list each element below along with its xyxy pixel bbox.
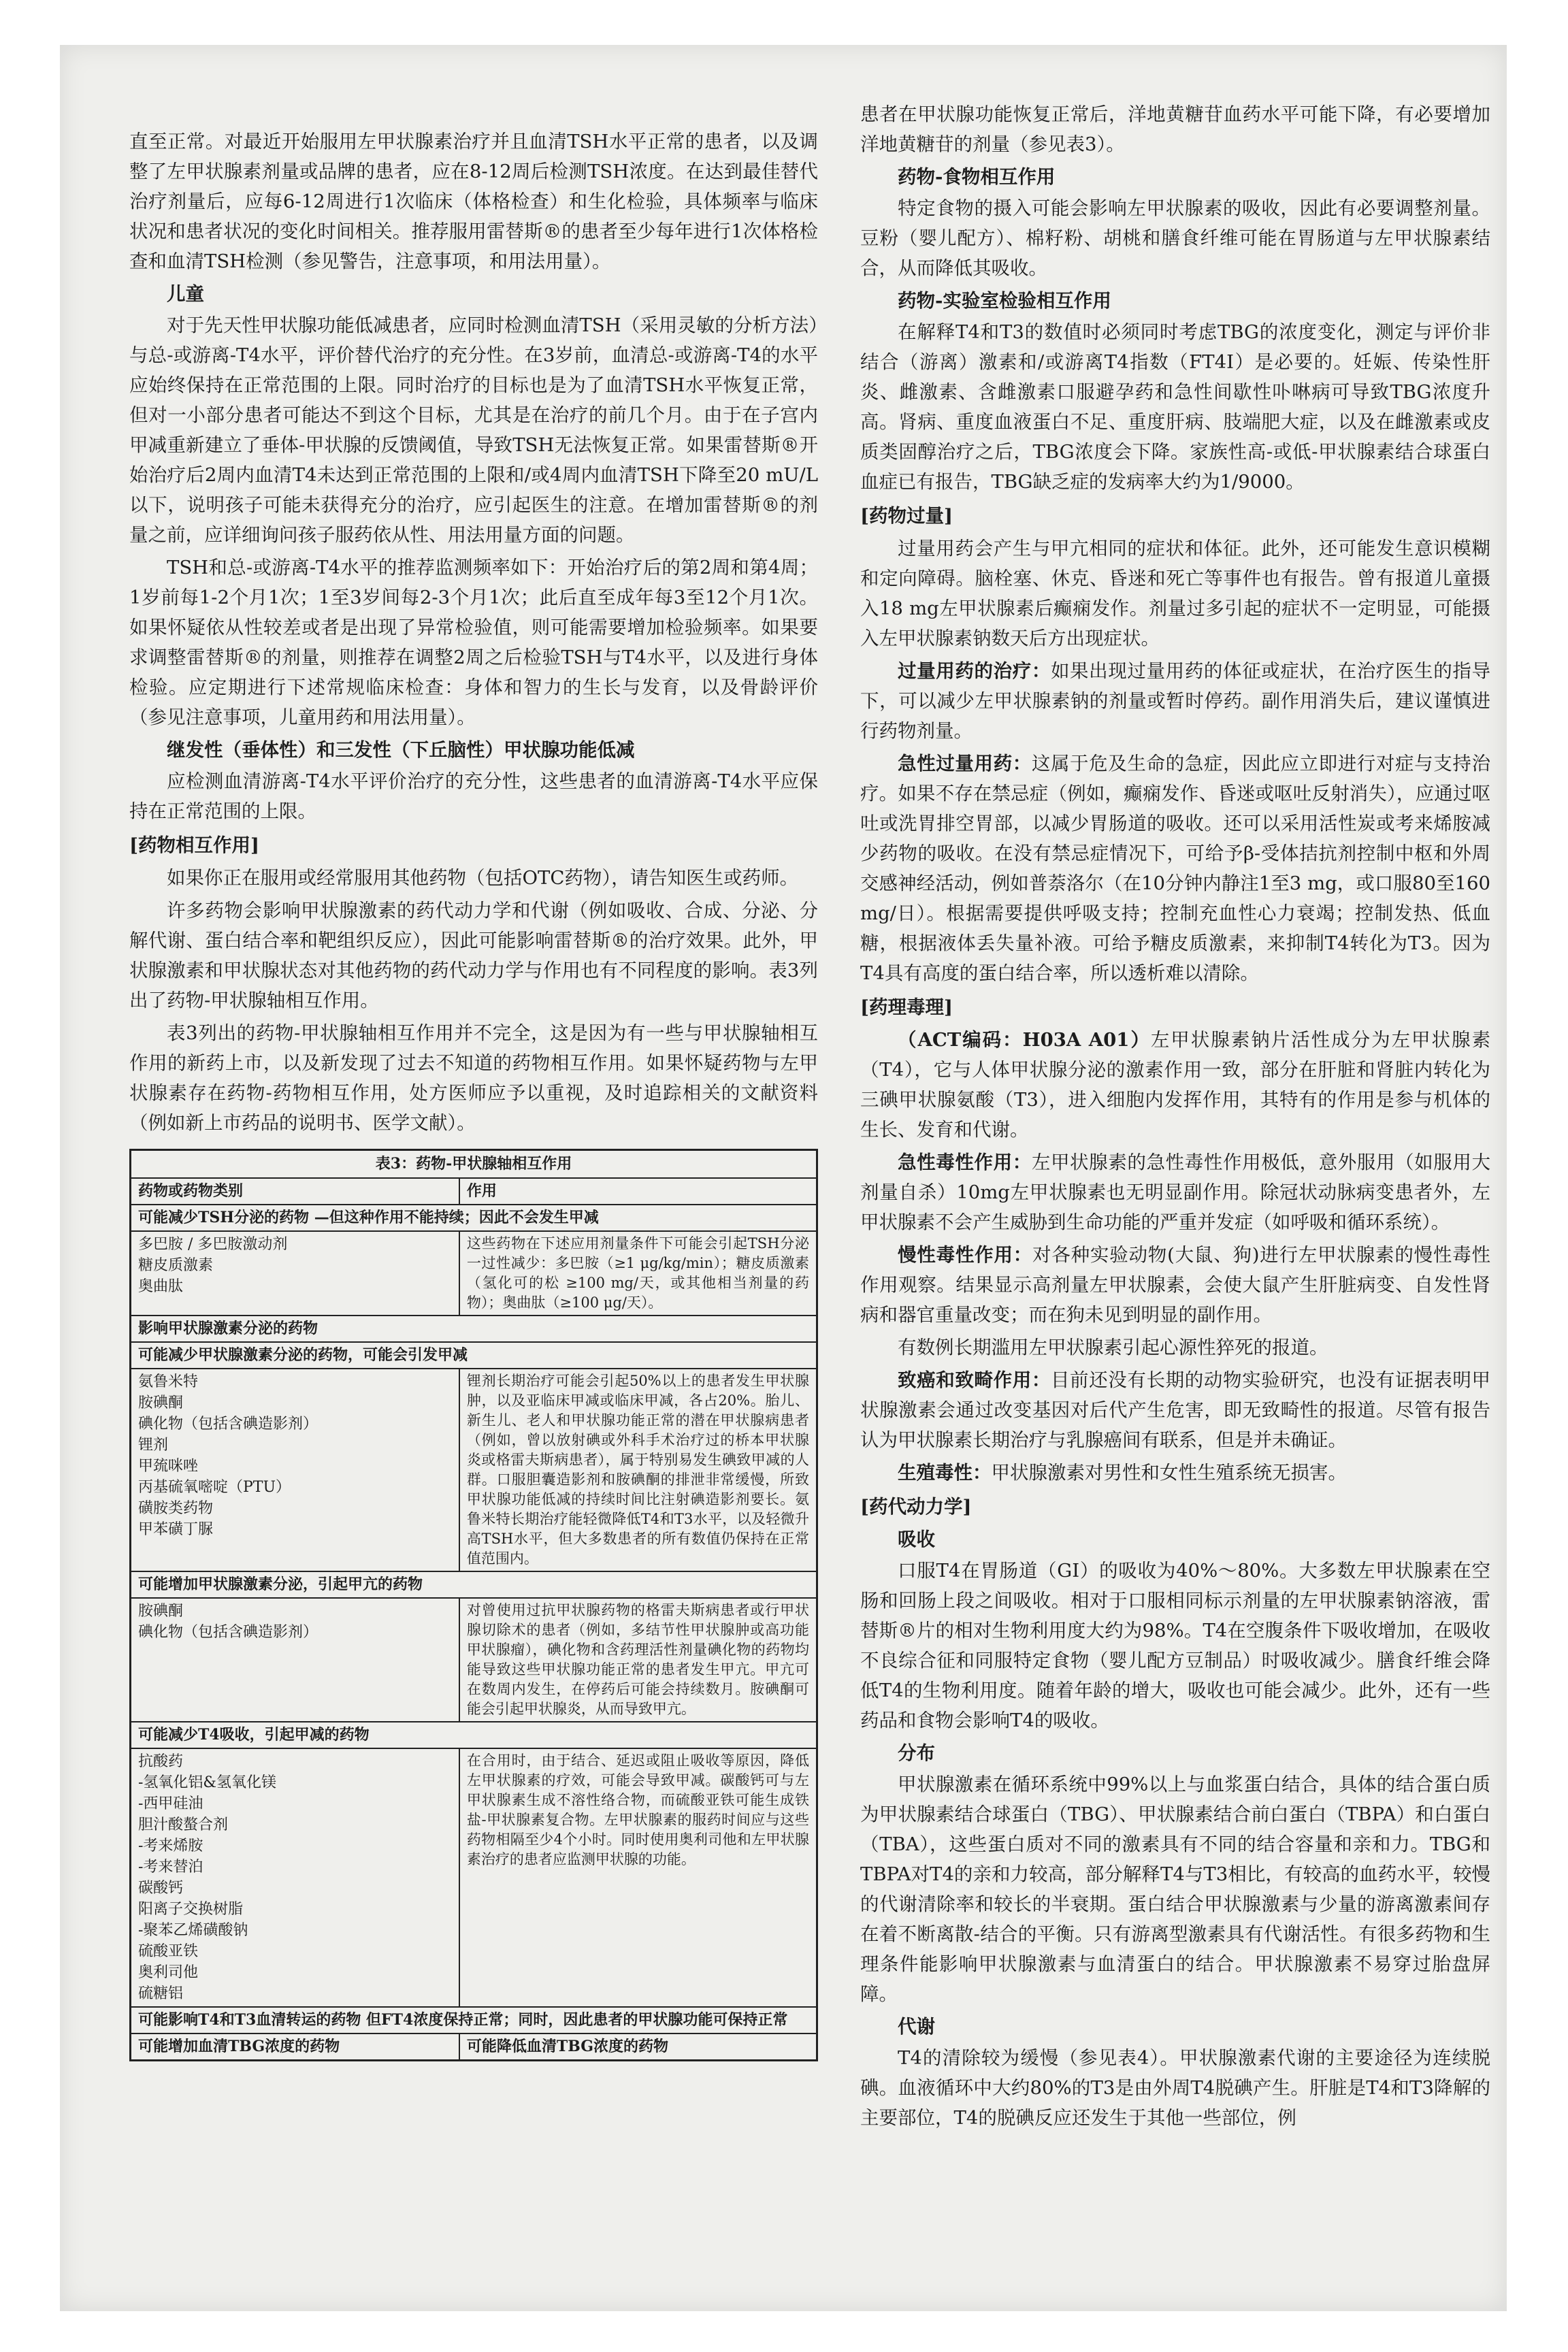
paragraph bbox=[860, 1147, 1490, 1237]
table-subsection: 可能减少甲状腺激素分泌的药物，可能会引发甲减 bbox=[138, 1346, 468, 1364]
paragraph bbox=[860, 1365, 1490, 1455]
table-subsection: 可能增加血清TBG浓度的药物 bbox=[131, 2034, 460, 2059]
section-heading-pk: [药代动力学] bbox=[860, 1496, 972, 1518]
drug-item: 碘化物（包括含碘造影剂） bbox=[138, 1416, 318, 1433]
drug-item: 阳离子交换树脂 bbox=[138, 1901, 244, 1918]
effect-text: 对曾使用过抗甲状腺药物的格雷夫斯病患者或行甲状腺切除术的患者（例如，多结节性甲状腺肿或高功能甲状腺瘤），碘化物和含药理活性剂量碘化物的药物均能导致这些甲状腺功能正常的患者发生甲亢。甲亢可在数周内发生，在停药后可能会持续数月。胺碘酮可能会引起甲状腺炎，从而导致甲亢。 bbox=[466, 1602, 809, 1717]
table-section-row bbox=[131, 2008, 816, 2034]
table-section: 可能影响T4和T3血清转运的药物 但FT4浓度保持正常；同时，因此患者的甲状腺功能可保持正常 bbox=[138, 2011, 788, 2029]
column-header: 作用 bbox=[466, 1182, 497, 1200]
paragraph bbox=[860, 1458, 1490, 1488]
inline-heading: （ACT编码：H03A A01） bbox=[898, 1029, 1151, 1051]
drug-item: 碳酸钙 bbox=[138, 1880, 184, 1897]
paragraph: 特定食物的摄入可能会影响左甲状腺素的吸收，因此有必要调整剂量。豆粉（婴儿配方）、棉籽粉、胡桃和膳食纤维可能在胃肠道与左甲状腺素结合，从而降低其吸收。 bbox=[860, 197, 1490, 279]
table-subsection: 可能降低血清TBG浓度的药物 bbox=[466, 2038, 669, 2055]
drug-list bbox=[131, 1599, 460, 1721]
paragraph: 口服T4在胃肠道（GI）的吸收为40%～80%。大多数左甲状腺素在空肠和回肠上段之间吸收。相对于口服相同标示剂量的左甲状腺素钠溶液，雷替斯®片的相对生物利用度大约为98%。T4在空腹条件下吸收增加，在吸收不良综合征和同服特定食物（婴儿配方豆制品）时吸收减少。膳食纤维会降低T4的生物利用度。随着年龄的增大，吸收也可能会减少。此外，还有一些药品和食物会影响T4的吸收。 bbox=[860, 1560, 1490, 1731]
table-subsection: 可能增加甲状腺激素分泌，引起甲亢的药物 bbox=[138, 1575, 423, 1593]
drug-item: 甲巯咪唑 bbox=[138, 1458, 199, 1475]
section-heading-metabolism: 代谢 bbox=[898, 2016, 935, 2038]
paragraph-text: 对各种实验动物(大鼠、狗)进行左甲状腺素的慢性毒性作用观察。结果显示高剂量左甲状腺素，会使大鼠产生肝脏病变、自发性肾病和器官重量改变；而在狗未见到明显的副作用。 bbox=[860, 1244, 1490, 1326]
drug-item: -西甲硅油 bbox=[138, 1795, 203, 1812]
paragraph-text: 左甲状腺素钠片活性成分为左甲状腺素（T4），它与人体甲状腺分泌的激素作用一致，部分在肝脏和肾脏内转化为三碘甲状腺氨酸（T3），进入细胞内发挥作用，其特有的作用是参与机体的生长、发育和代谢。 bbox=[860, 1029, 1490, 1141]
paragraph: 如果你正在服用或经常服用其他药物（包括OTC药物），请告知医生或药师。 bbox=[167, 867, 799, 889]
paragraph-text: 左甲状腺素的急性毒性作用极低，意外服用（如服用大剂量自杀）10mg左甲状腺素也无明显副作用。除冠状动脉病变患者外，左甲状腺素不会产生威胁到生命功能的严重并发症（如呼吸和循环系统）。 bbox=[860, 1152, 1491, 1233]
table-section-row bbox=[131, 1572, 816, 1599]
table-section: 可能减少TSH分泌的药物 —但这种作用不能持续；因此不会发生甲减 bbox=[138, 1209, 599, 1226]
section-heading-children: 儿童 bbox=[167, 283, 204, 305]
section-heading-absorption: 吸收 bbox=[898, 1529, 935, 1550]
drug-item: 多巴胺 / 多巴胺激动剂 bbox=[138, 1236, 288, 1253]
section-heading-overdose: [药物过量] bbox=[860, 505, 953, 527]
paragraph: 在解释T4和T3的数值时必须同时考虑TBG的浓度变化，测定与评价非结合（游离）激素和/或游离T4指数（FT4I）是必要的。妊娠、传染性肝炎、雌激素、含雌激素口服避孕药和急性间歇性卟啉病可导致TBG浓度升高。肾病、重度血液蛋白不足、重度肝病、肢端肥大症，以及在雌激素或皮质类固醇治疗之后，TBG浓度会下降。家族性高-或低-甲状腺素结合球蛋白血症已有报告，TBG缺乏症的发病率大约为1/9000。 bbox=[860, 321, 1490, 493]
drug-item: -考来替泊 bbox=[138, 1859, 203, 1876]
section-heading-toxicology: [药理毒理] bbox=[860, 996, 953, 1018]
drug-item: 硫糖铝 bbox=[138, 1985, 184, 2002]
table-section: 影响甲状腺激素分泌的药物 bbox=[138, 1320, 318, 1337]
inline-heading: 慢性毒性作用： bbox=[898, 1244, 1033, 1266]
drug-item: 碘化物（包括含碘造影剂） bbox=[138, 1624, 318, 1641]
drug-item: 胺碘酮 bbox=[138, 1603, 184, 1620]
paragraph: 对于先天性甲状腺功能低减患者，应同时检测血清TSH（采用灵敏的分析方法）与总-或游离-T4水平，评价替代治疗的充分性。在3岁前，血清总-或游离-T4的水平应始终保持在正常范围的上限。同时治疗的目标也是为了血清TSH水平恢复正常，但对一小部分患者可能达不到这个目标，尤其是在治疗的前几个月。由于在子宫内甲减重新建立了垂体-甲状腺的反馈阈值，导致TSH无法恢复正常。如果雷替斯®开始治疗后2周内血清T4未达到正常范围的上限和/或4周内血清TSH下降至20 mU/L以下，说明孩子可能未获得充分的治疗，应引起医生的注意。在增加雷替斯®的剂量之前，应详细询问孩子服药依从性、用法用量方面的问题。 bbox=[129, 314, 818, 546]
drug-item: 抗酸药 bbox=[138, 1753, 184, 1770]
paragraph: 应检测血清游离-T4水平评价治疗的充分性，这些患者的血清游离-T4水平应保持在正常范围的上限。 bbox=[129, 770, 818, 822]
section-heading-food: 药物-食物相互作用 bbox=[898, 166, 1056, 188]
paragraph: TSH和总-或游离-T4水平的推荐监测频率如下：开始治疗后的第2周和第4周；1岁前每1-2个月1次；1至3岁间每2-3个月1次；此后直至成年每3至12个月1次。如果怀疑依从性较差或者是出现了异常检验值，则可能需要增加检验频率。如果要求调整雷替斯®的剂量，则推荐在调整2周之后检验TSH与T4水平，以及进行身体检验。应定期进行下述常规临床检查：身体和智力的生长与发育，以及骨龄评价（参见注意事项，儿童用药和用法用量）。 bbox=[129, 557, 818, 728]
drug-item: 甲苯磺丁脲 bbox=[138, 1521, 214, 1538]
table-row bbox=[131, 1749, 816, 2008]
inline-heading: 致癌和致畸作用： bbox=[898, 1369, 1051, 1391]
leaflet-page bbox=[60, 45, 1507, 2311]
drug-item: 硫酸亚铁 bbox=[138, 1943, 199, 1960]
table-row bbox=[131, 1369, 816, 1572]
section-heading-secondary: 继发性（垂体性）和三发性（下丘脑性）甲状腺功能低减 bbox=[167, 739, 635, 761]
paragraph-text: 目前还没有长期的动物实验研究，也没有证据表明甲状腺激素会通过改变基因对后代产生危害，即无致畸性的报道。尽管有报告认为甲状腺素长期治疗与乳腺癌间有联系，但是并未确证。 bbox=[860, 1369, 1491, 1451]
drug-item: 胺碘酮 bbox=[138, 1394, 184, 1411]
table-row bbox=[131, 1232, 816, 1316]
drug-item: 糖皮质激素 bbox=[138, 1257, 214, 1274]
paragraph bbox=[860, 656, 1490, 746]
inline-heading: 急性毒性作用： bbox=[898, 1152, 1032, 1173]
table-section-row bbox=[131, 1316, 816, 1343]
paragraph-text: 如果出现过量用药的体征或症状，在治疗医生的指导下，可以减少左甲状腺素钠的剂量或暂时停药。副作用消失后，建议谨慎进行药物剂量。 bbox=[860, 660, 1491, 742]
effect-text: 锂剂长期治疗可能会引起50%以上的患者发生甲状腺肿，以及亚临床甲减或临床甲减，各占20%。胎儿、新生儿、老人和甲状腺功能正常的潜在甲状腺病患者（例如，曾以放射碘或外科手术治疗过的桥本甲状腺炎或格雷夫斯病患者），属于特别易发生碘致甲减的人群。口服胆囊造影剂和胺碘酮的排泄非常缓慢，所致甲状腺功能低减的持续时间比注射碘造影剂要长。氨鲁米特长期治疗能轻微降低T4和T3水平，以及轻微升高TSH水平，但大多数患者的所有数值仍保持在正常值范围内。 bbox=[466, 1373, 809, 1567]
table-row bbox=[131, 1599, 816, 1722]
drug-item: 奥利司他 bbox=[138, 1964, 199, 1981]
inline-heading: 过量用药的治疗： bbox=[898, 660, 1051, 682]
section-heading-distribution: 分布 bbox=[898, 1742, 935, 1764]
paragraph bbox=[860, 1240, 1490, 1330]
drug-item: 丙基硫氧嘧啶（PTU） bbox=[138, 1479, 291, 1496]
paragraph: T4的清除较为缓慢（参见表4）。甲状腺激素代谢的主要途径为连续脱碘。血液循环中大约80%的T3是由外周T4脱碘产生。肝脏是T4和T3降解的主要部位，T4的脱碘反应还发生于其他一些部位，例 bbox=[860, 2047, 1490, 2129]
table-section-row bbox=[131, 1722, 816, 1749]
drug-list bbox=[131, 1749, 460, 2006]
drug-item: -考来烯胺 bbox=[138, 1838, 203, 1855]
section-heading-interaction: [药物相互作用] bbox=[129, 834, 260, 856]
table-row bbox=[131, 2034, 816, 2059]
drug-list bbox=[131, 1369, 460, 1571]
table-section: 可能减少T4吸收，引起甲减的药物 bbox=[138, 1726, 370, 1744]
drug-item: 锂剂 bbox=[138, 1437, 169, 1454]
drug-item: -氢氧化铝&氢氧化镁 bbox=[138, 1774, 277, 1791]
paragraph: 表3列出的药物-甲状腺轴相互作用并不完全，这是因为有一些与甲状腺轴相互作用的新药上市，以及新发现了过去不知道的药物相互作用。如果怀疑药物与左甲状腺素存在药物-药物相互作用，处方医师应予以重视，及时追踪相关的文献资料（例如新上市药品的说明书、医学文献）。 bbox=[129, 1022, 818, 1134]
paragraph bbox=[860, 1025, 1490, 1145]
drug-item: 胆汁酸螯合剂 bbox=[138, 1816, 229, 1833]
section-heading-lab: 药物-实验室检验相互作用 bbox=[898, 290, 1111, 312]
paragraph-text: 甲状腺激素对男性和女性生殖系统无损害。 bbox=[991, 1462, 1347, 1484]
column-header: 药物或药物类别 bbox=[131, 1179, 460, 1204]
effect-text: 这些药物在下述应用剂量条件下可能会引起TSH分泌一过性减少：多巴胺（≥1 μg/kg/min）；糖皮质激素（氢化可的松 ≥100 mg/天，或其他相当剂量的药物）；奥曲肽（≥100 μg/天）。 bbox=[466, 1235, 809, 1311]
drug-item: 奥曲肽 bbox=[138, 1278, 184, 1295]
drug-item: 磺胺类药物 bbox=[138, 1500, 214, 1517]
drug-item: -聚苯乙烯磺酸钠 bbox=[138, 1922, 248, 1939]
paragraph: 过量用药会产生与甲亢相同的症状和体征。此外，还可能发生意识模糊和定向障碍。脑栓塞、休克、昏迷和死亡等事件也有报告。曾有报道儿童摄入18 mg左甲状腺素后癫痫发作。剂量过多引起的症状不一定明显，可能摄入左甲状腺素钠数天后方出现症状。 bbox=[860, 538, 1490, 649]
inline-heading: 急性过量用药： bbox=[898, 753, 1032, 774]
effect-text: 在合用时，由于结合、延迟或阻止吸收等原因，降低左甲状腺素的疗效，可能会导致甲减。碳酸钙可与左甲状腺素生成不溶性络合物，而硫酸亚铁可能生成铁盐-甲状腺素复合物。左甲状腺素的服药时间应与这些药物相隔至少4个小时。同时使用奥利司他和左甲状腺素治疗的患者应监测甲状腺的功能。 bbox=[466, 1752, 809, 1867]
left-column bbox=[129, 127, 818, 2061]
inline-heading: 生殖毒性： bbox=[898, 1462, 992, 1484]
paragraph bbox=[860, 749, 1490, 988]
paragraph: 许多药物会影响甲状腺激素的药代动力学和代谢（例如吸收、合成、分泌、分解代谢、蛋白结合率和靶组织反应），因此可能影响雷替斯®的治疗效果。此外，甲状腺激素和甲状腺状态对其他药物的药代动力学与作用也有不同程度的影响。表3列出了药物-甲状腺轴相互作用。 bbox=[129, 900, 818, 1011]
paragraph: 直至正常。对最近开始服用左甲状腺素治疗并且血清TSH水平正常的患者，以及调整了左甲状腺素剂量或品牌的患者，应在8-12周后检测TSH浓度。在达到最佳替代治疗剂量后，应每6-12周进行1次临床（体格检查）和生化检验，具体频率与临床状况和患者状况的变化时间相关。推荐服用雷替斯®的患者至少每年进行1次体格检查和血清TSH检测（参见警告，注意事项，和用法用量）。 bbox=[129, 131, 818, 272]
interaction-table bbox=[129, 1149, 818, 2061]
table-title: 表3：药物-甲状腺轴相互作用 bbox=[131, 1151, 816, 1179]
table-section-row bbox=[131, 1205, 816, 1232]
table-header-row bbox=[131, 1179, 816, 1205]
drug-list bbox=[131, 1232, 460, 1315]
paragraph: 有数例长期滥用左甲状腺素引起心源性猝死的报道。 bbox=[898, 1337, 1328, 1358]
paragraph: 患者在甲状腺功能恢复正常后，洋地黄糖苷血药水平可能下降，有必要增加洋地黄糖苷的剂量（参见表3）。 bbox=[860, 103, 1490, 155]
paragraph-text: 这属于危及生命的急症，因此应立即进行对症与支持治疗。如果不存在禁忌症（例如，癫痫发作、昏迷或呕吐反射消失），应通过呕吐或洗胃排空胃部，以减少胃肠道的吸收。还可以采用活性炭或考来烯胺减少药物的吸收。在没有禁忌症情况下，可给予β-受体拮抗剂控制中枢和外周交感神经活动，例如普萘洛尔（在10分钟内静注1至3 mg，或口服80至160 mg/日）。根据需要提供呼吸支持；控制充血性心力衰竭；控制发热、低血糖，根据液体丢失量补液。可给予糖皮质激素，来抑制T4转化为T3。因为T4具有高度的蛋白结合率，所以透析难以清除。 bbox=[860, 753, 1491, 984]
drug-item: 氨鲁米特 bbox=[138, 1373, 199, 1390]
table-section-row bbox=[131, 1343, 816, 1369]
paragraph: 甲状腺激素在循环系统中99%以上与血浆蛋白结合，具体的结合蛋白质为甲状腺素结合球蛋白（TBG）、甲状腺素结合前白蛋白（TBPA）和白蛋白（TBA），这些蛋白质对不同的激素具有不同的结合容量和亲和力。TBG和TBPA对T4的亲和力较高，部分解释T4与T3相比，有较高的血药水平，较慢的代谢清除率和较长的半衰期。蛋白结合甲状腺激素与少量的游离激素间存在着不断离散-结合的平衡。只有游离型激素具有代谢活性。有很多药物和生理条件能影响甲状腺激素与血清蛋白的结合。甲状腺激素不易穿过胎盘屏障。 bbox=[860, 1774, 1490, 2005]
right-column bbox=[860, 99, 1490, 2136]
